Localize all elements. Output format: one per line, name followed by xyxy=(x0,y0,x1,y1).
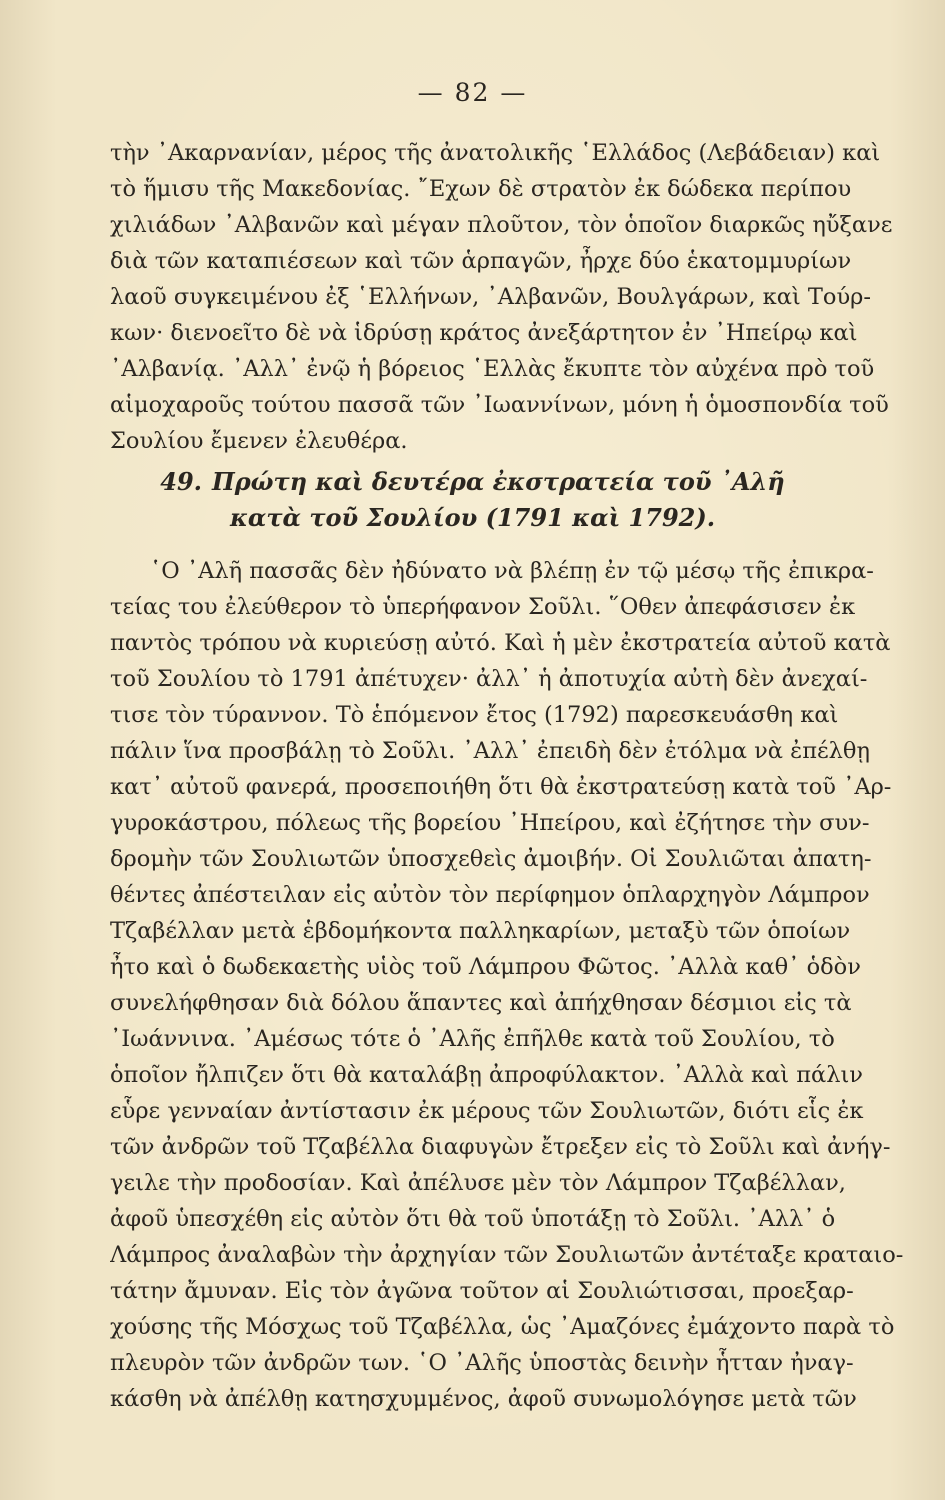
text-line: ᾿Αλβανίᾳ. ᾿Αλλ᾿ ἐνῷ ἡ βόρειος ῾Ελλὰς ἔκυπτε τὸν αὐχένα πρὸ τοῦ xyxy=(110,356,875,382)
text-line: ᾿Ιωάννινα. ᾿Αμέσως τότε ὁ ᾿Αλῆς ἐπῆλθε κατὰ τοῦ Σουλίου, τὸ xyxy=(110,1026,835,1052)
text-line: λαοῦ συγκειμένου ἐξ ῾Ελλήνων, ᾿Αλβανῶν, Βουλγάρων, καὶ Τούρ- xyxy=(110,284,871,310)
text-line: χιλιάδων ᾿Αλβανῶν καὶ μέγαν πλοῦτον, τὸν ὁποῖον διαρκῶς ηὔξανε xyxy=(110,212,893,238)
text-line: τὴν ᾿Ακαρνανίαν, μέρος τῆς ἀνατολικῆς ῾Ελλάδος (Λεβάδειαν) καὶ xyxy=(110,140,881,166)
text-line: πάλιν ἵνα προσβάλῃ τὸ Σοῦλι. ᾿Αλλ᾿ ἐπειδὴ δὲν ἐτόλμα νὰ ἐπέλθῃ xyxy=(110,738,870,764)
text-line: ὁποῖον ἤλπιζεν ὅτι θὰ καταλάβῃ ἀπροφύλακτον. ᾿Αλλὰ καὶ πάλιν xyxy=(110,1062,863,1088)
text-line: τοῦ Σουλίου τὸ 1791 ἀπέτυχεν· ἀλλ᾿ ἡ ἀποτυχία αὐτὴ δὲν ἀνεχαί- xyxy=(110,666,868,692)
text-line: τὸ ἥμισυ τῆς Μακεδονίας. ῎Εχων δὲ στρατὸν ἐκ δώδεκα περίπου xyxy=(110,176,852,202)
text-line: Σουλίου ἔμενεν ἐλευθέρα. xyxy=(110,428,408,454)
text-line: χούσης τῆς Μόσχως τοῦ Τζαβέλλα, ὡς ᾿Αμαζόνες ἐμάχοντο παρὰ τὸ xyxy=(110,1314,895,1340)
text-line: τείας του ἐλεύθερον τὸ ὑπερήφανον Σοῦλι. ῞Οθεν ἀπεφάσισεν ἐκ xyxy=(110,594,856,620)
text-line: δρομὴν τῶν Σουλιωτῶν ὑποσχεθεὶς ἀμοιβήν. Οἱ Σουλιῶται ἀπατη- xyxy=(110,846,872,872)
text-line: κάσθη νὰ ἀπέλθῃ κατησχυμμένος, ἀφοῦ συνωμολόγησε μετὰ τῶν xyxy=(110,1386,857,1412)
text-line: Λάμπρος ἀναλαβὼν τὴν ἀρχηγίαν τῶν Σουλιωτῶν ἀντέταξε κραταιο- xyxy=(110,1242,904,1268)
text-line: τῶν ἀνδρῶν τοῦ Τζαβέλλα διαφυγὼν ἔτρεξεν εἰς τὸ Σοῦλι καὶ ἀνήγ- xyxy=(110,1134,891,1160)
text-line: πλευρὸν τῶν ἀνδρῶν των. ῾Ο ᾿Αλῆς ὑποστὰς δεινὴν ἧτταν ἠναγ- xyxy=(110,1350,854,1376)
section-heading-line-2 xyxy=(0,502,945,534)
text-line: θέντες ἀπέστειλαν εἰς αὐτὸν τὸν περίφημον ὁπλαρχηγὸν Λάμπρον xyxy=(110,882,870,908)
text-line: γυροκάστρου, πόλεως τῆς βορείου ᾿Ηπείρου, καὶ ἐζήτησε τὴν συν- xyxy=(110,810,870,836)
text-line: τισε τὸν τύραννον. Τὸ ἑπόμενον ἔτος (1792) παρεσκευάσθη καὶ xyxy=(110,702,839,728)
text-line: τάτην ἄμυναν. Εἰς τὸν ἀγῶνα τοῦτον αἱ Σουλιώτισσαι, προεξαρ- xyxy=(110,1278,854,1304)
section-number: 49. xyxy=(160,467,203,496)
text-line: γειλε τὴν προδοσίαν. Καὶ ἀπέλυσε μὲν τὸν Λάμπρον Τζαβέλλαν, xyxy=(110,1170,846,1196)
text-line: παντὸς τρόπου νὰ κυριεύσῃ αὐτό. Καὶ ἡ μὲν ἐκστρατεία αὐτοῦ κατὰ xyxy=(110,630,891,656)
text-line: εὗρε γενναίαν ἀντίστασιν ἐκ μέρους τῶν Σουλιωτῶν, διότι εἷς ἐκ xyxy=(110,1098,864,1124)
text-line: ῾Ο ᾿Αλῆ πασσᾶς δὲν ἠδύνατο νὰ βλέπῃ ἐν τῷ μέσῳ τῆς ἐπικρα- xyxy=(150,558,874,584)
page-number: — 82 — xyxy=(417,78,528,107)
text-line: κατ᾿ αὐτοῦ φανερά, προσεποιήθη ὅτι θὰ ἐκστρατεύσῃ κατὰ τοῦ ᾿Αρ- xyxy=(110,774,892,800)
text-line: συνελήφθησαν διὰ δόλου ἅπαντες καὶ ἀπήχθησαν δέσμιοι εἰς τὰ xyxy=(110,990,852,1016)
section-title-part-1: Πρώτη καὶ δευτέρα ἐκστρατεία τοῦ ᾿Αλῆ xyxy=(212,467,785,496)
text-line: Τζαβέλλαν μετὰ ἑβδομήκοντα παλληκαρίων, μεταξὺ τῶν ὁποίων xyxy=(110,918,851,944)
text-line: ἀφοῦ ὑπεσχέθη εἰς αὐτὸν ὅτι θὰ τοῦ ὑποτάξῃ τὸ Σοῦλι. ᾿Αλλ᾿ ὁ xyxy=(110,1206,836,1232)
text-line: κων· διενοεῖτο δὲ νὰ ἱδρύσῃ κράτος ἀνεξάρτητον ἐν ᾿Ηπείρῳ καὶ xyxy=(110,320,858,346)
section-title-part-2: κατὰ τοῦ Σουλίου (1791 καὶ 1792). xyxy=(229,503,716,532)
text-line: αἱμοχαροῦς τούτου πασσᾶ τῶν ᾿Ιωαννίνων, μόνη ἡ ὁμοσπονδία τοῦ xyxy=(110,392,889,418)
section-heading-line-1 xyxy=(0,466,945,498)
text-line: ἦτο καὶ ὁ δωδεκαετὴς υἱὸς τοῦ Λάμπρου Φῶτος. ᾿Αλλὰ καθ᾿ ὁδὸν xyxy=(110,954,861,980)
text-line: διὰ τῶν καταπιέσεων καὶ τῶν ἁρπαγῶν, ἦρχε δύο ἑκατομμυρίων xyxy=(110,248,852,274)
